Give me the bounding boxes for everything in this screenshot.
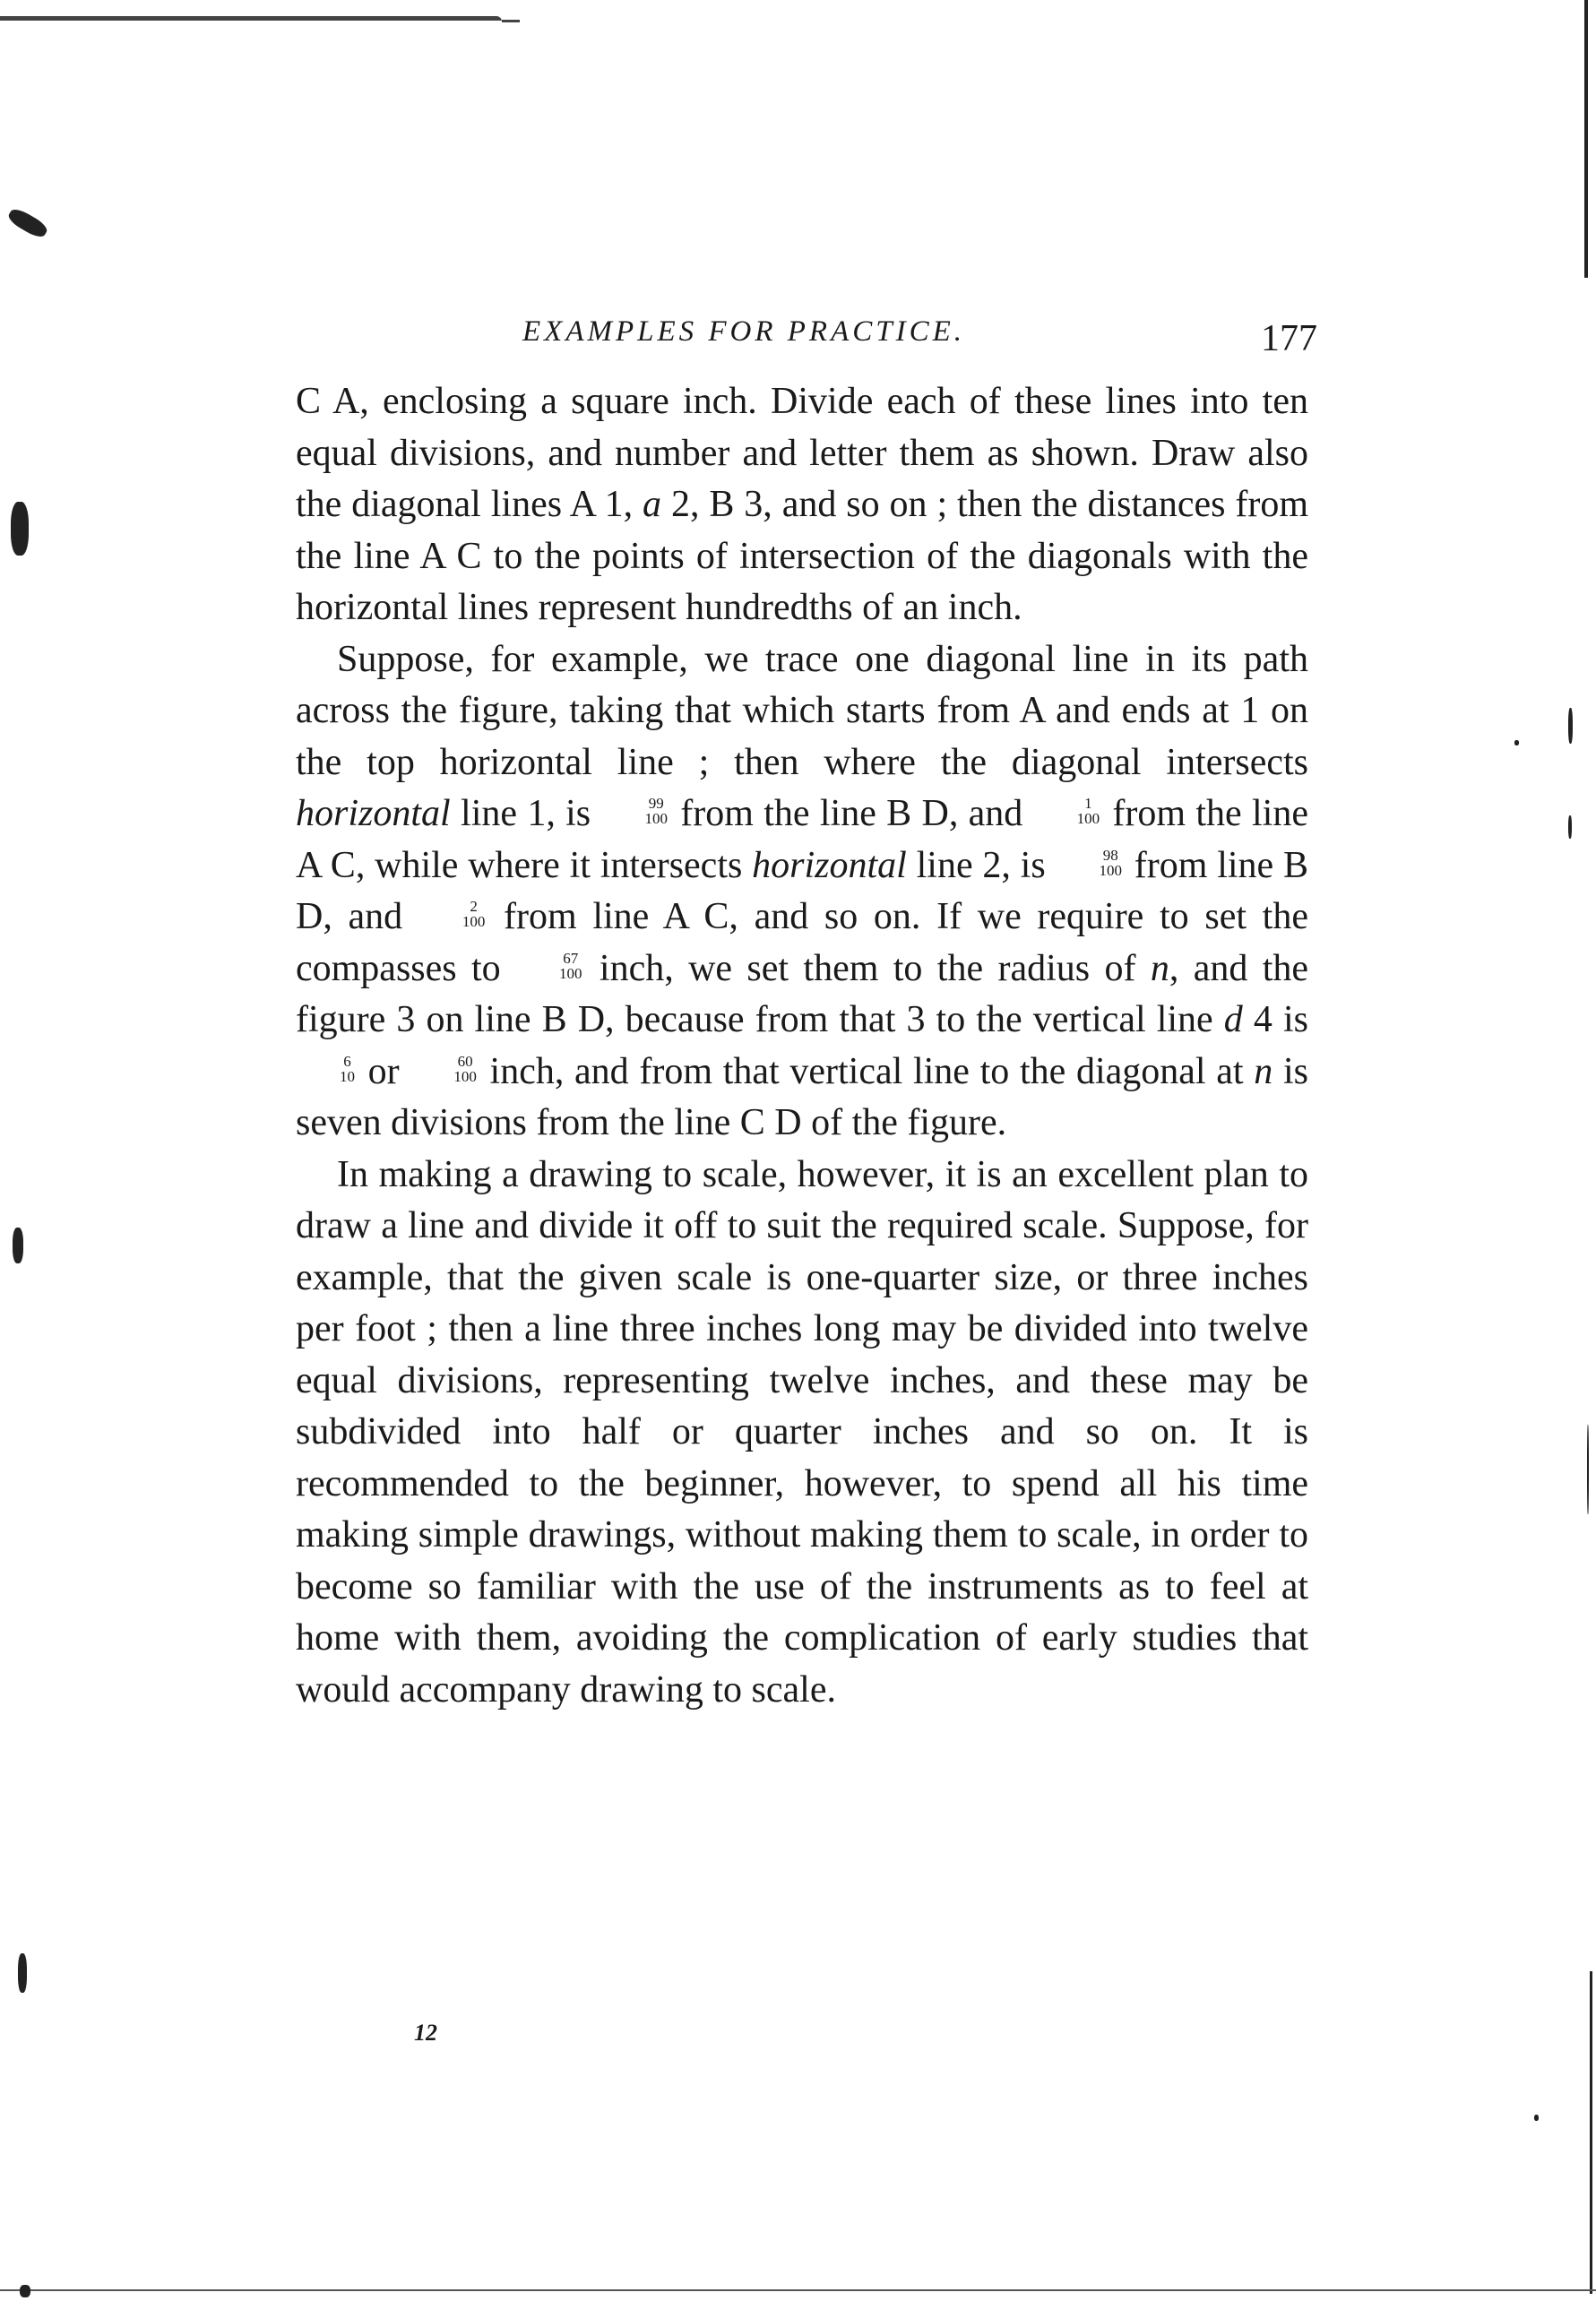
fraction-denominator: 100 — [559, 964, 582, 982]
margin-speck — [1568, 708, 1573, 744]
italic-run: a — [643, 484, 662, 525]
fraction-numerator: 60 — [457, 1052, 473, 1070]
running-title: EXAMPLES FOR PRACTICE. — [522, 315, 966, 348]
page-header — [296, 305, 1317, 358]
text-run: inch, and from that vertical line to the diagonal at — [479, 1050, 1255, 1092]
paragraph — [296, 634, 1308, 1150]
text-run: from line B D, and — [296, 844, 1308, 937]
paragraph — [296, 376, 1308, 634]
fraction — [412, 1054, 477, 1084]
text-run: inch, we set them to the radius of — [584, 947, 1151, 989]
margin-speck — [13, 1228, 23, 1263]
fraction — [603, 796, 668, 826]
scan-edge-mark — [0, 16, 502, 27]
fraction-numerator: 6 — [343, 1052, 351, 1070]
fraction-denominator: 100 — [453, 1067, 477, 1085]
margin-speck — [1568, 815, 1572, 839]
text-run: line 2, is — [906, 844, 1056, 886]
margin-speck — [1587, 1425, 1589, 1514]
italic-run: n — [1254, 1050, 1273, 1092]
fraction — [298, 1054, 355, 1084]
fraction — [518, 951, 582, 981]
text-run: , and the figure 3 on line B D, because from that 3 to the vertical line — [296, 947, 1309, 1040]
margin-speck — [1514, 740, 1519, 745]
scan-edge-mark — [0, 2289, 1596, 2291]
italic-run: d — [1223, 999, 1243, 1040]
fraction-denominator: 100 — [1076, 810, 1100, 828]
signature-mark: 12 — [414, 2020, 437, 2046]
text-run: from line A C, and so on. If we require to set the compasses to — [296, 896, 1308, 989]
text-run: or — [358, 1050, 410, 1092]
fraction — [1036, 796, 1100, 826]
fraction-denominator: 100 — [1099, 861, 1122, 879]
text-run: is seven divisions from the line C D of the figure. — [296, 1050, 1308, 1143]
text-run: 4 is — [1242, 999, 1308, 1040]
scan-edge-mark — [502, 20, 520, 22]
fraction-numerator: 98 — [1102, 846, 1118, 864]
fraction — [421, 899, 486, 929]
body-text — [296, 376, 1308, 1716]
text-run: from the line B D, and — [669, 793, 1033, 834]
italic-run: horizontal — [296, 793, 451, 834]
fraction-numerator: 1 — [1084, 795, 1092, 813]
margin-speck — [20, 2285, 30, 2297]
fraction-numerator: 67 — [563, 949, 579, 967]
text-run: 2, B 3, and so on ; then the distances from the line A C to the points of intersection of the diagonals with the horizontal lines represent hundredths of an inch. — [296, 484, 1309, 628]
text-run: C A, enclosing a square inch. Divide each of these lines into ten equal divisions, and number and letter them as shown. Draw also the diagonal lines A 1, — [296, 381, 1308, 525]
fraction-denominator: 100 — [462, 913, 486, 931]
page-number: 177 — [1261, 318, 1317, 359]
margin-speck — [6, 206, 50, 241]
fraction-denominator: 10 — [340, 1067, 355, 1085]
text-run: Suppose, for example, we trace one diagonal line in its path across the figure, taking that which starts from A and ends at 1 on the top horizontal line ; then where the diagonal intersects — [296, 638, 1308, 783]
paragraph — [296, 1150, 1308, 1717]
scan-edge-mark — [1590, 1971, 1592, 2294]
italic-run: horizontal — [752, 844, 907, 886]
italic-run: n — [1150, 947, 1169, 989]
margin-speck — [11, 502, 29, 556]
fraction-denominator: 100 — [644, 810, 668, 828]
text-run: In making a drawing to scale, however, it is an excellent plan to draw a line and divide it off to suit the required scale. Suppose, for example, that the given scale is one-quarter size, or three inches per foot ; then a line three inches long may be divided into twelve equal divisions, representing twelve inches, and these may be subdivided into half or quarter inches and so on. It is recommended to the beginner, however, to spend all his time making simple drawings, without making them to scale, in order to become so familiar with the use of the instruments as to feel at home with them, avoiding the complication of early studies that would accompany drawing to scale. — [296, 1153, 1308, 1711]
fraction — [1057, 848, 1122, 878]
fraction-numerator: 2 — [470, 898, 478, 916]
scan-edge-mark — [1584, 0, 1588, 278]
margin-speck — [18, 1953, 27, 1993]
text-run: from the line A C, while where it intersects — [296, 793, 1308, 886]
margin-speck — [1534, 2115, 1539, 2121]
fraction-numerator: 99 — [648, 795, 664, 813]
text-run: line 1, is — [450, 793, 601, 834]
